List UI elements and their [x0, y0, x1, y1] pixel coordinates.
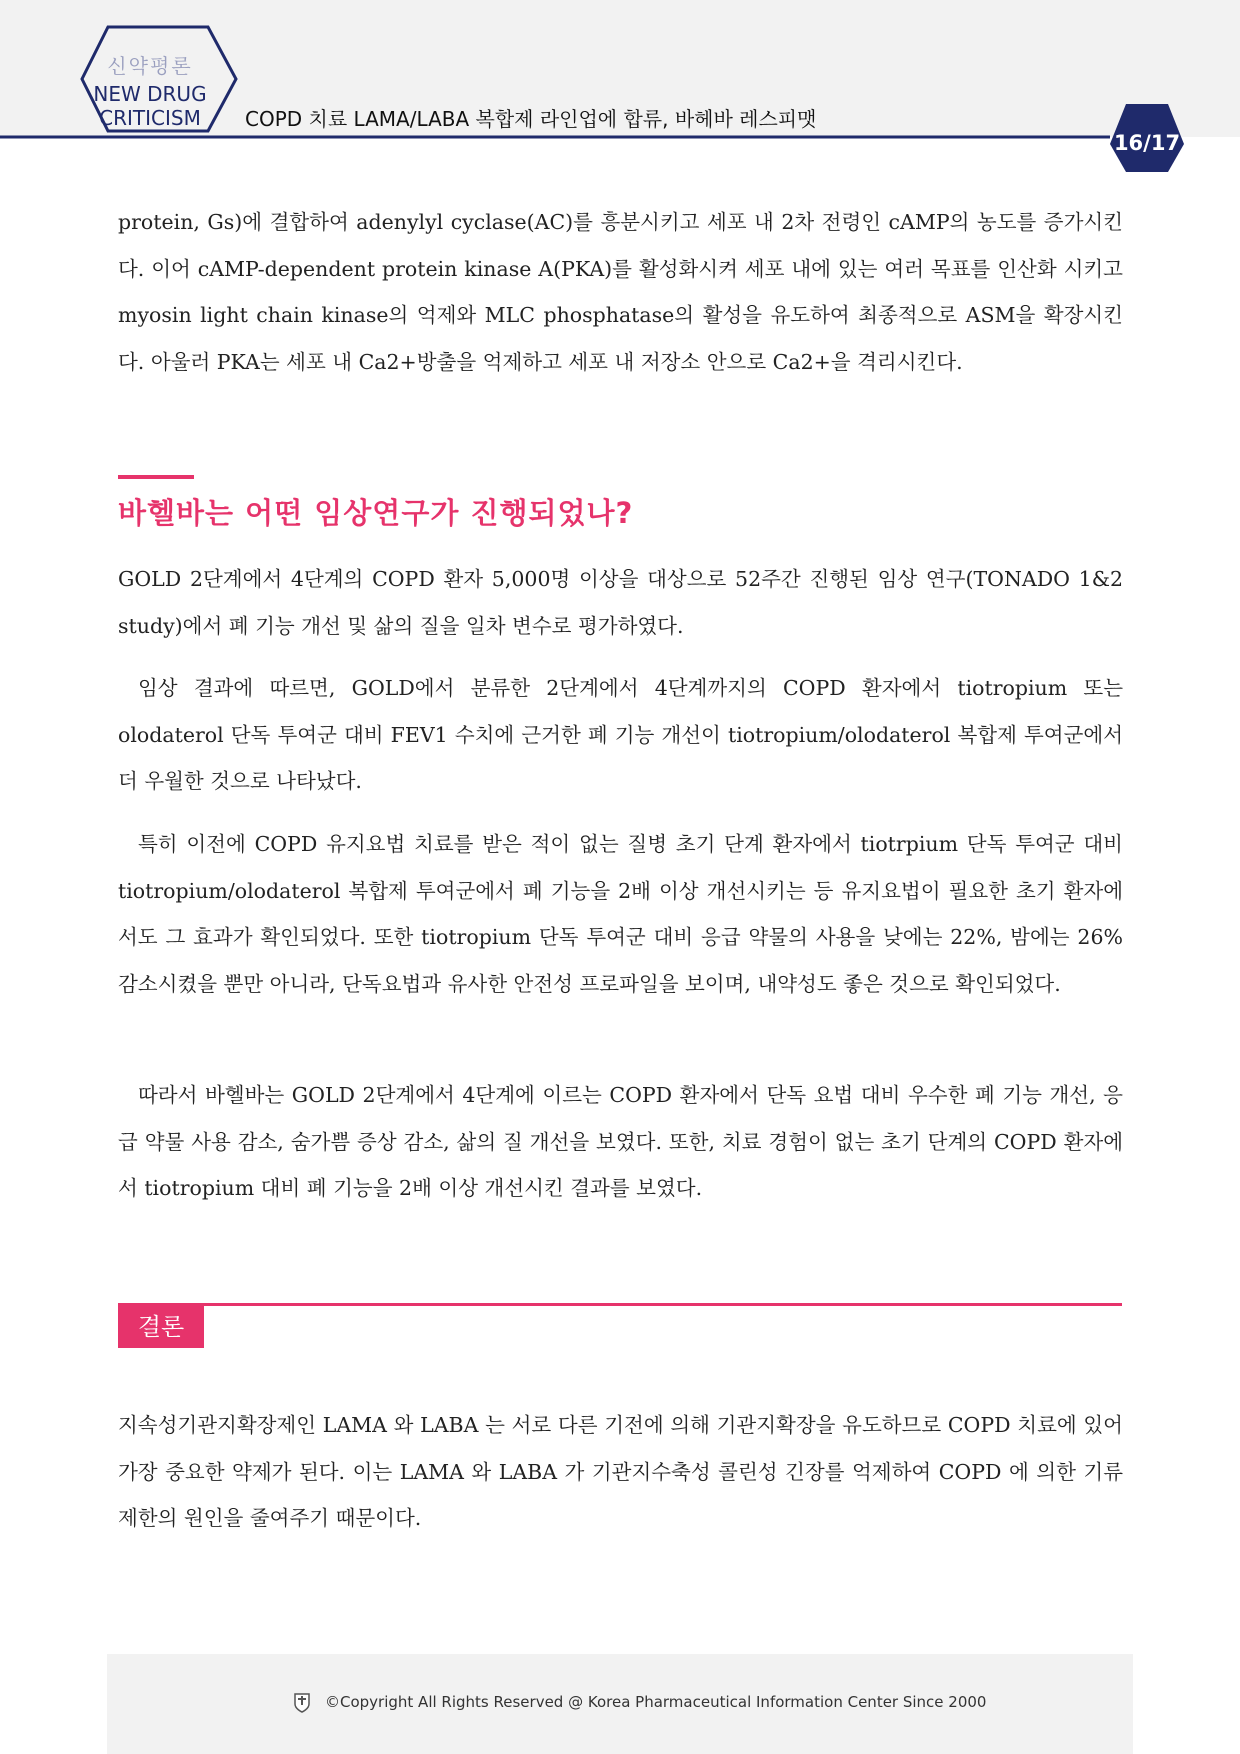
logo-line1: NEW DRUG: [93, 82, 207, 106]
clinical-paragraph-3: 특히 이전에 COPD 유지요법 치료를 받은 적이 없는 질병 초기 단계 환자에서 tiotrpium 단독 투여군 대비 tiotropium/olodaterol 복합제 투여군에서 폐 기능을 2배 이상 개선시키는 등 유지요법이 필요한 초기 환자에서도 그 효과가 확인되었다. 또한 tiotropium 단독 투여군 대비 응급 약물의 사용을 낮에는 22%, 밤에는 26% 감소시켰을 뿐만 아니라, 단독요법과 유사한 안전성 프로파일을 보이며, 내약성도 좋은 것으로 확인되었다.: [118, 832, 1123, 996]
intro-paragraph: protein, Gs)에 결합하여 adenylyl cyclase(AC)를 흥분시키고 세포 내 2차 전령인 cAMP의 농도를 증가시킨다. 이어 cAMP-dependent protein kinase A(PKA)를 활성화시켜 세포 내에 있는 여러 목표를 인산화 시키고 myosin light chain kinase의 억제와 MLC phosphatase의 활성을 유도하여 최종적으로 ASM을 확장시킨다. 아울러 PKA는 세포 내 Ca2+방출을 억제하고 세포 내 저장소 안으로 Ca2+을 격리시킨다.: [118, 210, 1123, 374]
clinical-paragraph-1: GOLD 2단계에서 4단계의 COPD 환자 5,000명 이상을 대상으로 52주간 진행된 임상 연구(TONADO 1&2 study)에서 폐 기능 개선 및 삶의 질을 일차 변수로 평가하였다.: [118, 567, 1123, 638]
clinical-paragraph-4: 따라서 바헬바는 GOLD 2단계에서 4단계에 이르는 COPD 환자에서 단독 요법 대비 우수한 폐 기능 개선, 응급 약물 사용 감소, 숨가쁨 증상 감소, 삶의 질 개선을 보였다. 또한, 치료 경험이 없는 초기 단계의 COPD 환자에서 tiotropium 대비 폐 기능을 2배 이상 개선시킨 결과를 보였다.: [118, 1083, 1123, 1200]
section-heading: 바헬바는 어떤 임상연구가 진행되었나?: [118, 496, 634, 530]
page-number: 16/17: [1113, 131, 1181, 155]
conclusion-label: 결론: [118, 1306, 204, 1348]
logo-line2: CRITICISM: [99, 106, 201, 130]
clinical-paragraph-2: 임상 결과에 따르면, GOLD에서 분류한 2단계에서 4단계까지의 COPD 환자에서 tiotropium 또는 olodaterol 단독 투여군 대비 FEV1 수치에 근거한 폐 기능 개선이 tiotropium/olodaterol 복합제 투여군에서 더 우월한 것으로 나타났다.: [118, 676, 1123, 793]
logo-korean-text: 신약평론: [107, 54, 193, 78]
section-accent-bar: [118, 475, 194, 479]
conclusion-paragraph: 지속성기관지확장제인 LAMA 와 LABA 는 서로 다른 기전에 의해 기관지확장을 유도하므로 COPD 치료에 있어 가장 중요한 약제가 된다. 이는 LAMA 와 LABA 가 기관지수축성 콜린성 긴장를 억제하여 COPD 에 의한 기류제한의 원인을 줄여주기 때문이다.: [118, 1413, 1123, 1530]
conclusion-rule: [118, 1303, 1122, 1306]
copyright-text: ©Copyright All Rights Reserved @ Korea Pharmaceutical Information Center Since 2000: [325, 1693, 987, 1711]
kpic-emblem-icon: [293, 1692, 311, 1714]
document-title: COPD 치료 LAMA/LABA 복합제 라인업에 합류, 바헤바 레스피맷: [245, 107, 817, 131]
